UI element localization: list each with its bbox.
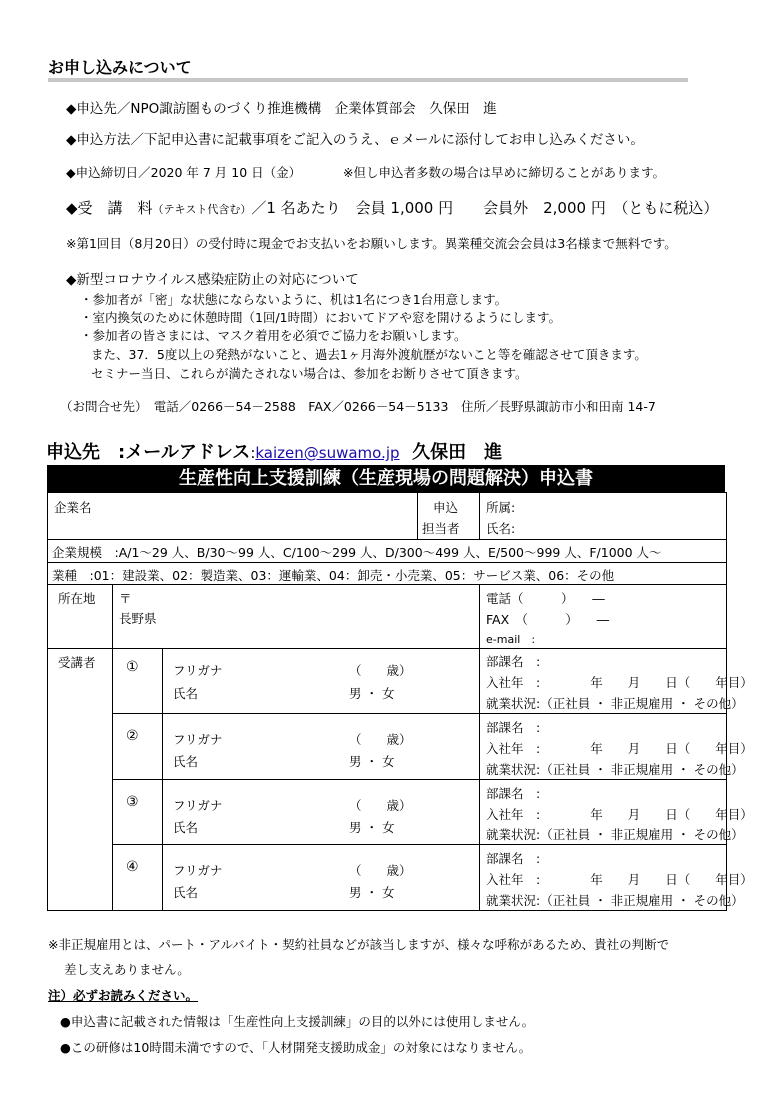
info-method: ◆申込方法／下記申込書に記載事項をご記入のうえ、ｅメールに添付してお申し込みください。 [66,132,644,148]
fax-field: FAX （ ） ― [486,612,610,627]
trainee-detail-field[interactable] [480,714,753,780]
applicant-field[interactable] [480,493,727,540]
trainee-number: ② [126,728,139,744]
apply-line [46,438,502,464]
employment-note: ※非正規雇用とは、パート・アルバイト・契約社員などが該当しますが、様々な呼称があるため、貴社の判断で [48,937,670,952]
furigana-label: フリガナ [173,732,223,747]
covid-item: ・室内換気のために休憩時間（1回/1時間）においてドアや窓を開けるようにします。 [80,310,561,325]
section-title: お申し込みについて [48,58,192,77]
applicant-label-cell [418,493,480,540]
division-label: 部課名 : [486,654,541,669]
form-title: 生産性向上支援訓練（生産現場の問題解決）申込書 [47,465,725,492]
trainee-detail-field[interactable] [480,845,753,911]
notice-item: ●申込書に記載された情報は「生産性向上支援訓練」の目的以外には使用しません。 [60,1014,535,1029]
join-year-label: 入社年 : 年 月 日（ 年目） [486,675,753,690]
name-label: 氏名: [486,521,516,536]
trainee-number-cell [113,649,163,714]
industry-row[interactable] [48,563,727,585]
trainee-name-label: 氏名 [173,885,199,900]
covid-title: ◆新型コロナウイルス感染症防止の対応について [66,272,359,288]
industry: 業種 :01：建設業、02：製造業、03：運輸業、04：卸売・小売業、05：サービス業、06：その他 [52,568,615,583]
division-label: 部課名 : [486,786,541,801]
covid-item: ・参加者の皆さまには、マスク着用を必須でご協力をお願いします。 [80,328,467,343]
info-deadline-note: ※但し申込者多数の場合は早めに締切ることがあります。 [343,165,665,180]
division-label: 部課名 : [486,720,541,735]
trainee-number: ① [126,659,139,675]
sex-choice: 男 ・ 女 [349,885,395,900]
applicant-label-1: 申込 [433,500,459,515]
trainee-name-field[interactable] [163,649,480,714]
applicant-label-2: 担当者 [422,521,460,536]
company-scale: 企業規模 :A/1～29 人、B/30～99 人、C/100～299 人、D/300～499 人、E/500～999 人、F/1000 人～ [52,545,662,560]
prefecture: 長野県 [119,611,157,626]
sex-choice: 男 ・ 女 [349,754,395,769]
contact-field[interactable] [480,585,727,649]
location-label-cell [48,585,113,649]
trainee-name-field[interactable] [163,780,480,845]
company-label: 企業名 [54,500,92,515]
info-destination: ◆申込先／NPO諏訪圏ものづくり推進機構 企業体質部会 久保田 進 [66,101,497,117]
trainee-detail-field[interactable] [480,649,753,714]
dept-label: 所属: [486,500,516,515]
age-label: （ 歳） [349,663,412,678]
company-scale-row[interactable] [48,540,727,563]
contact-info: （お問合せ先） 電話／0266－54－2588 FAX／0266－54－5133 住所／長野県諏訪市小和田南 14-7 [60,399,656,414]
covid-item: また、37．5度以上の発熱がないこと、過去1ヶ月海外渡航歴がないこと等を確認させて頂きます。 [91,347,647,362]
trainees-label: 受講者 [58,655,96,670]
furigana-label: フリガナ [173,863,223,878]
division-label: 部課名 : [486,851,541,866]
covid-item: セミナー当日、これらが満たされない場合は、参加をお断りさせて頂きます。 [91,366,528,381]
email-link[interactable]: kaizen@suwamo.jp [255,444,400,462]
age-label: （ 歳） [349,732,412,747]
fee-label: ◆受 講 料 [66,199,153,217]
info-deadline: ◆申込締切日／2020 年 7 月 10 日（金） [66,165,302,180]
trainee-number-cell [113,780,163,845]
trainees-label-cell [48,649,113,911]
trainee-name-label: 氏名 [173,686,199,701]
title-rule [48,78,688,82]
apply-label: 申込先 :メールアドレス [46,442,251,463]
employment-note-cont: 差し支えありません。 [64,962,190,977]
trainee-name-label: 氏名 [173,820,199,835]
fee-amounts: ／1 名あたり 会員 1,000 円 会員外 2,000 円 （ともに税込） [251,199,719,217]
employment-status: 就業状況:（正社員 ・ 非正規雇用 ・ その他） [486,762,744,777]
join-year-label: 入社年 : 年 月 日（ 年目） [486,741,753,756]
trainee-number: ④ [126,859,139,875]
trainee-number-cell [113,845,163,911]
employment-status: 就業状況:（正社員 ・ 非正規雇用 ・ その他） [486,696,744,711]
trainee-name-label: 氏名 [173,754,199,769]
trainee-name-field[interactable] [163,845,480,911]
trainee-detail-field[interactable] [480,780,753,845]
covid-item: ・参加者が「密」な状態にならないように、机は1名につき1台用意します。 [80,292,508,307]
sex-choice: 男 ・ 女 [349,820,395,835]
location-label: 所在地 [58,591,96,606]
trainee-number-cell [113,714,163,780]
fee-text-note: （テキスト代含む） [152,203,252,216]
company-name-field[interactable] [48,493,418,540]
trainee-name-field[interactable] [163,714,480,780]
age-label: （ 歳） [349,798,412,813]
join-year-label: 入社年 : 年 月 日（ 年目） [486,872,753,887]
info-fee [66,197,718,218]
must-read-heading: 注）必ずお読みください。 [48,988,199,1003]
apply-person: 久保田 進 [412,442,503,463]
sex-choice: 男 ・ 女 [349,686,395,701]
employment-status: 就業状況:（正社員 ・ 非正規雇用 ・ その他） [486,827,744,842]
age-label: （ 歳） [349,863,412,878]
trainee-number: ③ [126,794,139,810]
furigana-label: フリガナ [173,663,223,678]
address-field[interactable] [113,585,480,649]
tel-field: 電話（ ） ― [486,591,605,606]
employment-status: 就業状況:（正社員 ・ 非正規雇用 ・ その他） [486,893,744,908]
email-field: e-mail : [486,633,536,646]
apply-colon: : [250,444,256,462]
notice-item: ●この研修は10時間未満ですので、「人材開発支援助成金」の対象にはなりません。 [60,1040,532,1055]
join-year-label: 入社年 : 年 月 日（ 年目） [486,807,753,822]
postal-mark: 〒 [119,591,132,606]
info-payment: ※第1回目（8月20日）の受付時に現金でお支払いをお願いします。異業種交流会会員は3名様まで無料です。 [66,236,677,251]
furigana-label: フリガナ [173,798,223,813]
application-form [47,492,753,911]
